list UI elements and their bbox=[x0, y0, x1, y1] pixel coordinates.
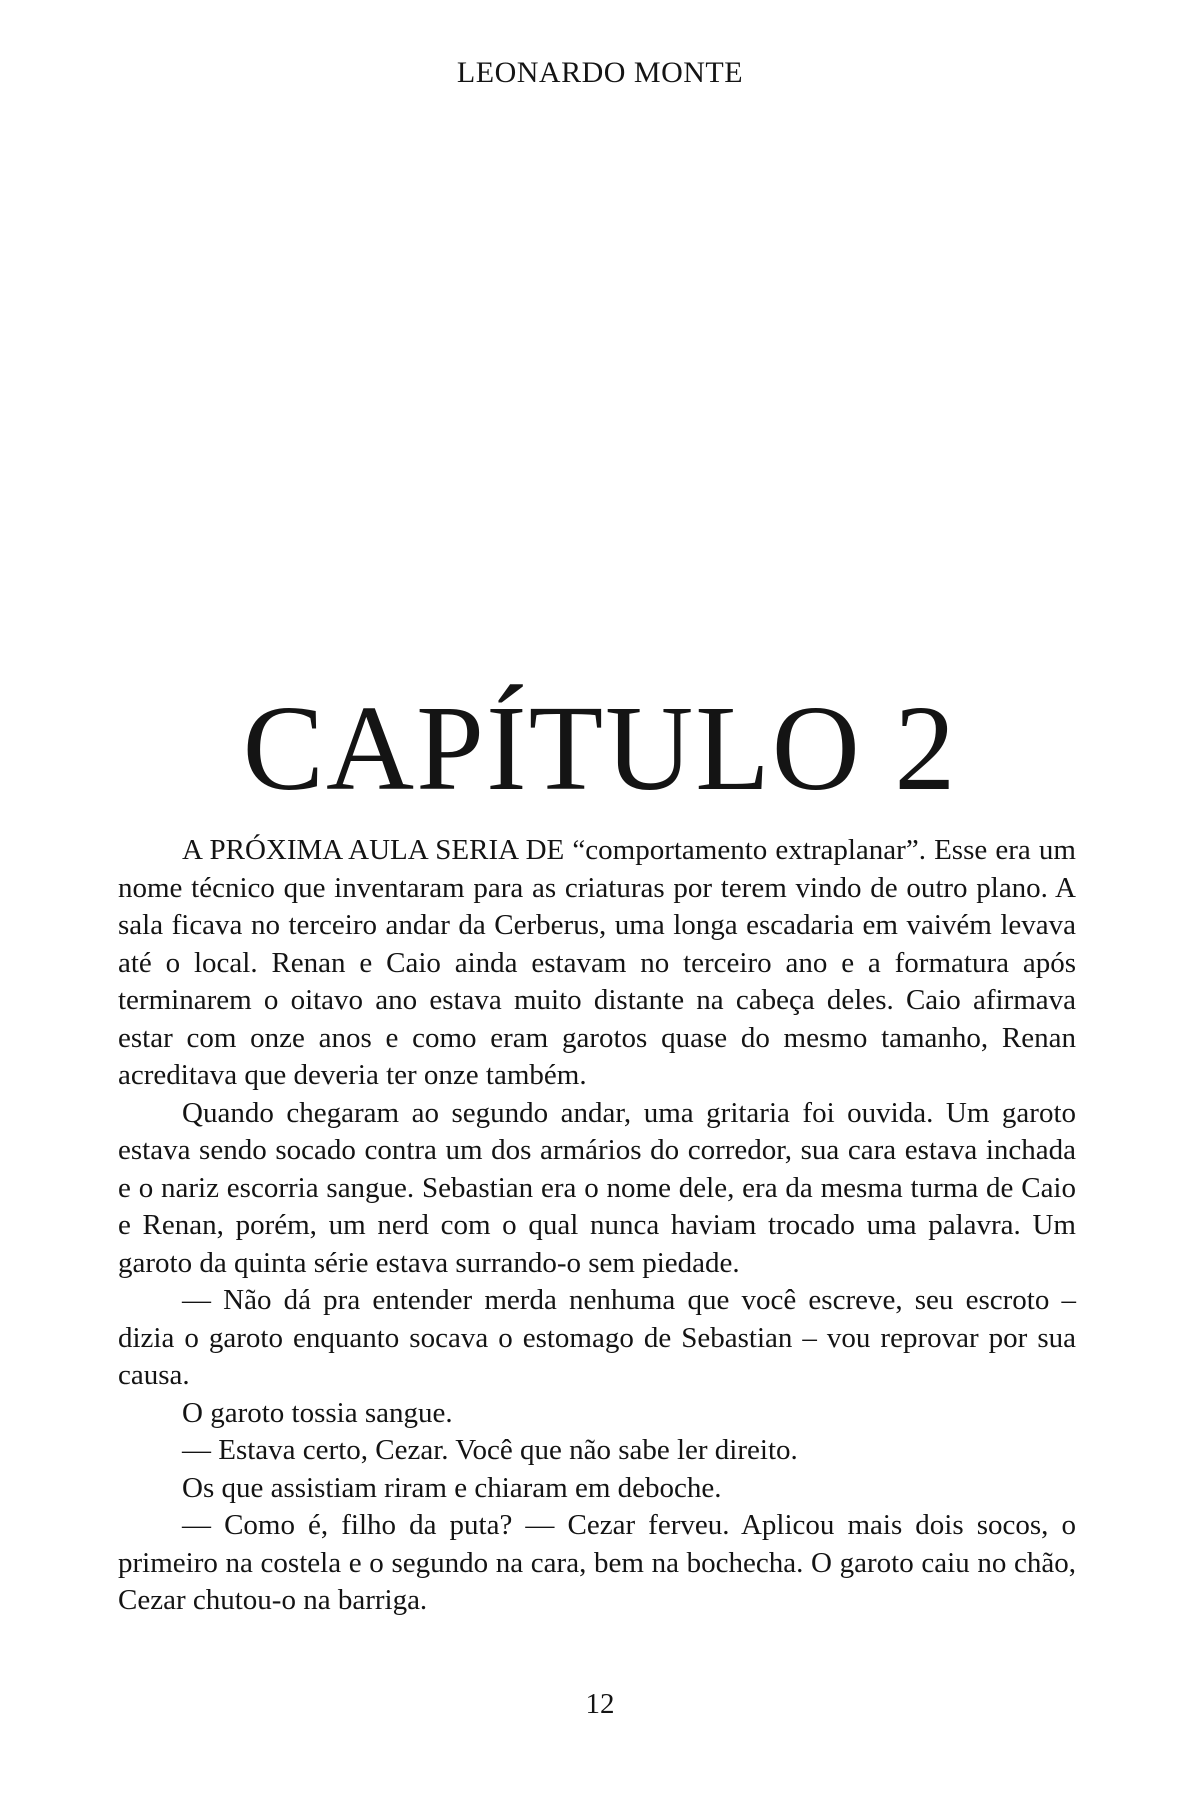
chapter-title: CAPÍTULO 2 bbox=[242, 681, 958, 816]
running-head: LEONARDO MONTE bbox=[456, 56, 744, 89]
chapter-body bbox=[118, 832, 1076, 1620]
paragraph: — Estava certo, Cezar. Você que não sabe ler direito. bbox=[182, 1434, 798, 1466]
paragraph: A PRÓXIMA AULA SERIA DE “comportamento extraplanar”. Esse era um nome técnico que inventaram para as criaturas por terem vindo de outro plano. A sala ficava no terceiro andar da Cerberus, uma longa escadaria em vaivém levava até o local. Renan e Caio ainda estavam no terceiro ano e a formatura após terminarem o oitavo ano estava muito distante na cabeça deles. Caio afirmava estar com onze anos e como eram garotos quase do mesmo tamanho, Renan acreditava que deveria ter onze também. bbox=[118, 834, 1076, 1091]
paragraph: Quando chegaram ao segundo andar, uma gritaria foi ouvida. Um garoto estava sendo socado contra um dos armários do corredor, sua cara estava inchada e o nariz escorria sangue. Sebastian era o nome dele, era da mesma turma de Caio e Renan, porém, um nerd com o qual nunca haviam trocado uma palavra. Um garoto da quinta série estava surrando-o sem piedade. bbox=[118, 1096, 1076, 1279]
paragraph: O garoto tossia sangue. bbox=[182, 1396, 453, 1429]
paragraph: — Como é, filho da puta? — Cezar ferveu. Aplicou mais dois socos, o primeiro na costela e o segundo na cara, bem na bochecha. O garoto caiu no chão, Cezar chutou-o na barriga. bbox=[118, 1509, 1076, 1616]
paragraph: — Não dá pra entender merda nenhuma que você escreve, seu escroto – dizia o garoto enquanto socava o estomago de Sebastian – vou reprovar por sua causa. bbox=[118, 1284, 1076, 1391]
paragraph: Os que assistiam riram e chiaram em deboche. bbox=[182, 1471, 722, 1504]
page-number: 12 bbox=[585, 1688, 615, 1720]
